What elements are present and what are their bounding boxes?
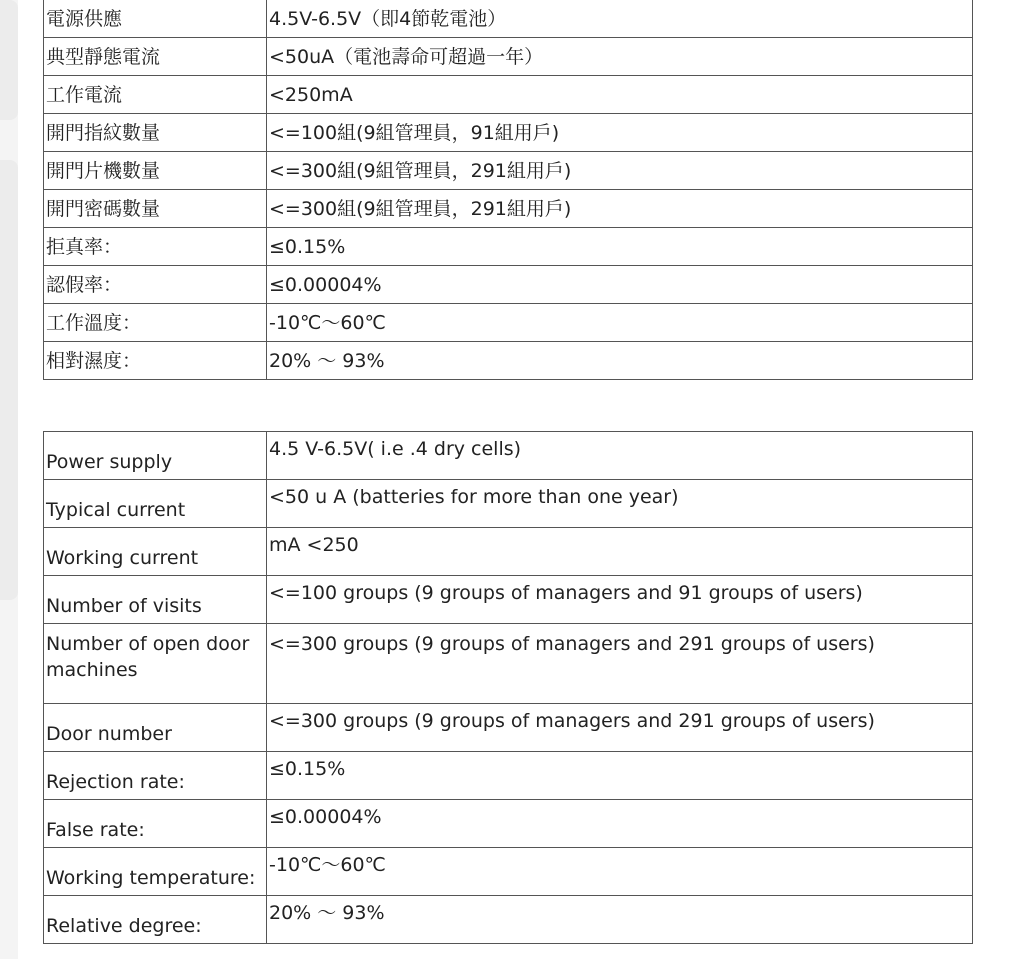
- spec-label: Working current: [44, 528, 267, 576]
- spec-table-chinese: [43, 0, 973, 380]
- spec-label: 典型靜態電流: [44, 38, 267, 76]
- spec-value: <=300 groups (9 groups of managers and 291 groups of users): [267, 704, 973, 752]
- spec-value: 4.5V-6.5V（即4節乾電池）: [267, 0, 973, 38]
- spec-label: 相對濕度：: [44, 342, 267, 380]
- spec-value: 20% ～ 93%: [267, 896, 973, 944]
- spec-label: Number of open door machines: [44, 624, 267, 704]
- spec-label: 認假率：: [44, 266, 267, 304]
- spec-label: Number of visits: [44, 576, 267, 624]
- table-row: [44, 152, 973, 190]
- table-row: [44, 38, 973, 76]
- spec-value: <=300 groups (9 groups of managers and 291 groups of users): [267, 624, 973, 704]
- table-row: [44, 896, 973, 944]
- left-margin-strip: [0, 0, 18, 959]
- spec-label: Rejection rate:: [44, 752, 267, 800]
- spec-label: 開門密碼數量: [44, 190, 267, 228]
- spec-label: 開門片機數量: [44, 152, 267, 190]
- spec-value: <=100組(9組管理員，91組用戶): [267, 114, 973, 152]
- table-row: [44, 190, 973, 228]
- spec-value: ≤0.00004%: [267, 266, 973, 304]
- table-row: [44, 266, 973, 304]
- spec-value: <=100 groups (9 groups of managers and 91 groups of users): [267, 576, 973, 624]
- spec-value: 4.5 V-6.5V( i.e .4 dry cells): [267, 432, 973, 480]
- table-row: [44, 752, 973, 800]
- spec-value: ≤0.00004%: [267, 800, 973, 848]
- table-row: [44, 528, 973, 576]
- table-row: [44, 304, 973, 342]
- table-row: [44, 432, 973, 480]
- spec-label: 開門指紋數量: [44, 114, 267, 152]
- table-row: [44, 704, 973, 752]
- table-row: [44, 800, 973, 848]
- spec-label: Door number: [44, 704, 267, 752]
- spec-value: mA <250: [267, 528, 973, 576]
- spec-value: <250mA: [267, 76, 973, 114]
- table-row: [44, 848, 973, 896]
- table-row: [44, 76, 973, 114]
- spec-value: -10℃～60℃: [267, 304, 973, 342]
- spec-label: 工作電流: [44, 76, 267, 114]
- table-row: [44, 624, 973, 704]
- spec-value: <50uA（電池壽命可超過一年）: [267, 38, 973, 76]
- table-row: [44, 114, 973, 152]
- table-row: [44, 0, 973, 38]
- spec-value: ≤0.15%: [267, 228, 973, 266]
- spec-value: <=300組(9組管理員，291組用戶): [267, 190, 973, 228]
- table-row: [44, 480, 973, 528]
- spec-value: <=300組(9組管理員，291組用戶): [267, 152, 973, 190]
- spec-label: Relative degree:: [44, 896, 267, 944]
- side-tab: [0, 160, 18, 600]
- spec-label: Power supply: [44, 432, 267, 480]
- side-tab: [0, 0, 18, 120]
- spec-table-english: [43, 431, 973, 944]
- table-row: [44, 576, 973, 624]
- spec-label: Typical current: [44, 480, 267, 528]
- spec-value: ≤0.15%: [267, 752, 973, 800]
- spec-value: -10℃～60℃: [267, 848, 973, 896]
- table-row: [44, 228, 973, 266]
- spec-value: 20% ～ 93%: [267, 342, 973, 380]
- table-row: [44, 342, 973, 380]
- spec-label: Working temperature:: [44, 848, 267, 896]
- spec-label: 工作溫度：: [44, 304, 267, 342]
- spec-value: <50 u A (batteries for more than one year): [267, 480, 973, 528]
- spec-label: False rate:: [44, 800, 267, 848]
- spec-label: 拒真率：: [44, 228, 267, 266]
- spec-label: 電源供應: [44, 0, 267, 38]
